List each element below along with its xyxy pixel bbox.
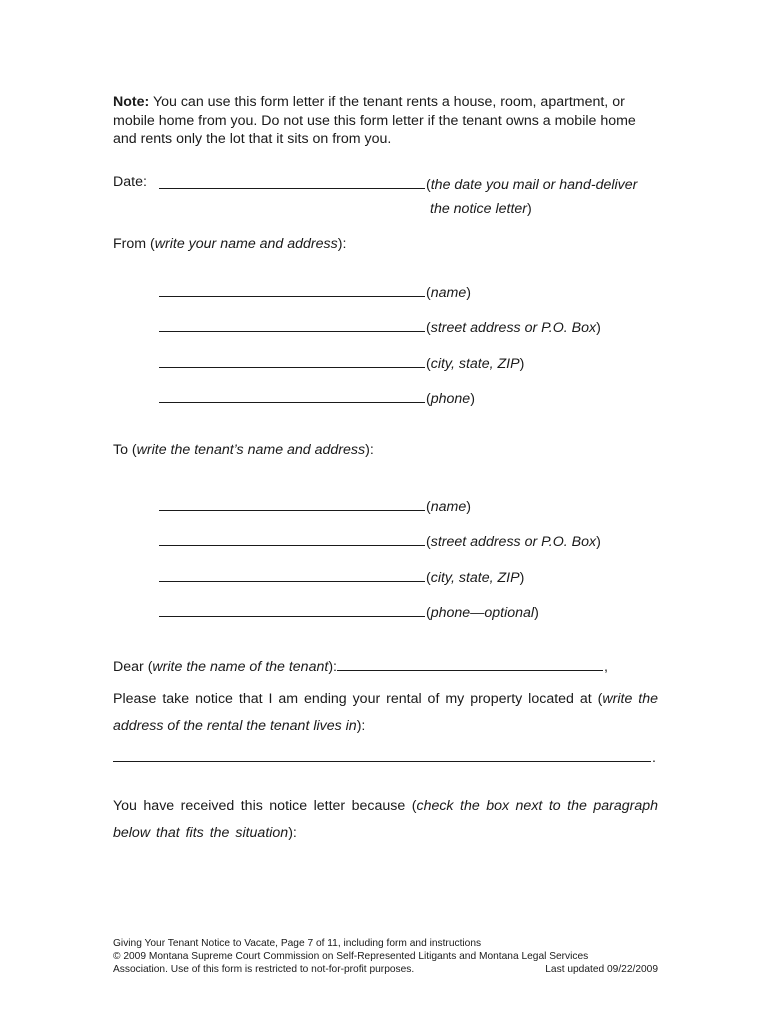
from-city-blank[interactable] <box>159 353 425 368</box>
note-label: Note: <box>113 94 150 110</box>
from-street-blank[interactable] <box>159 317 425 332</box>
note-paragraph <box>113 93 658 149</box>
notice-paragraph: Please take notice that I am ending your rental of my property located at (write the address of the rental the tenant lives in): <box>113 691 658 734</box>
from-street-row: (street address or P.O. Box) <box>159 317 601 336</box>
from-phone-blank[interactable] <box>159 388 425 403</box>
address-blank[interactable] <box>113 747 651 762</box>
footer-line2: © 2009 Montana Supreme Court Commission on Self-Represented Litigants and Montana Legal Services <box>113 951 589 962</box>
to-phone-row: (phone—optional) <box>159 602 539 621</box>
received-paragraph: You have received this notice letter because (check the box next to the paragraph below that fits the situation): <box>113 798 658 841</box>
date-label: Date: <box>113 174 147 190</box>
to-phone-blank[interactable] <box>159 602 425 617</box>
date-blank[interactable] <box>159 174 425 189</box>
to-city-blank[interactable] <box>159 567 425 582</box>
to-street-row: (street address or P.O. Box) <box>159 531 601 550</box>
page-footer <box>113 937 658 976</box>
footer-line1: Giving Your Tenant Notice to Vacate, Page 7 of 11, including form and instructions <box>113 938 482 949</box>
date-hint: the date you mail or hand-deliver <box>430 177 638 193</box>
to-heading: To (write the tenant’s name and address): <box>113 442 374 458</box>
date-field-row: (the date you mail or hand-deliver <box>159 174 637 193</box>
date-hint-2: the notice letter <box>430 201 528 217</box>
dear-row: Dear (write the name of the tenant): , <box>113 656 608 675</box>
from-heading: From (write your name and address): <box>113 236 347 252</box>
to-name-blank[interactable] <box>159 496 425 511</box>
to-city-row: (city, state, ZIP) <box>159 567 524 586</box>
note-text: You can use this form letter if the tenant rents a house, room, apartment, or mobile home from you. Do not use this form letter if the tenant owns a mobile home and rents only the lot that it sits on from you. <box>113 94 636 147</box>
from-name-blank[interactable] <box>159 282 425 297</box>
footer-line3: Association. Use of this form is restricted to not-for-profit purposes. <box>113 964 415 975</box>
date-row <box>113 174 147 190</box>
footer-updated: Last updated 09/22/2009 <box>545 964 658 975</box>
from-city-row: (city, state, ZIP) <box>159 353 524 372</box>
footer-line3-row <box>113 963 658 976</box>
dear-blank[interactable] <box>337 656 603 671</box>
date-hint-cont: the notice letter) <box>430 201 532 217</box>
from-name-row: (name) <box>159 282 471 301</box>
to-name-row: (name) <box>159 496 471 515</box>
address-row: . <box>113 747 656 766</box>
from-phone-row: (phone) <box>159 388 475 407</box>
to-street-blank[interactable] <box>159 531 425 546</box>
